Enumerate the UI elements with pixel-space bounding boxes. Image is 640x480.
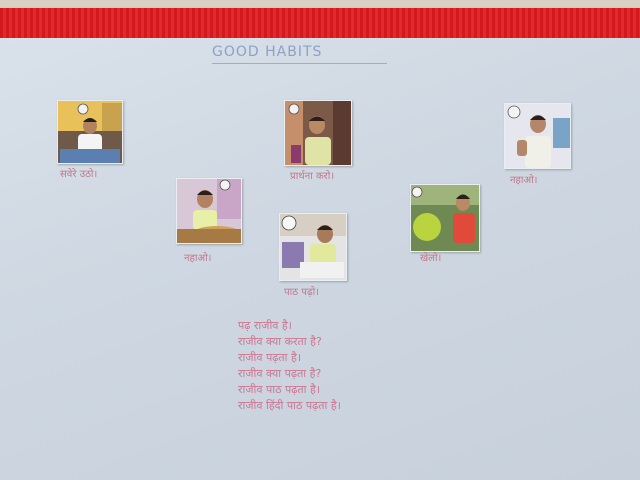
caption-bathe-right: नहाओ। (510, 175, 538, 186)
caption-wake-up: सवेरे उठो। (60, 169, 98, 180)
photo-pray (284, 100, 352, 166)
caption-study: पाठ पढ़ो। (284, 287, 319, 298)
photo-bathe-image (505, 104, 570, 168)
photo-pray-image (285, 101, 351, 165)
poem-line: पढ़ राजीव है। (238, 319, 292, 332)
photo-bathe (504, 103, 571, 169)
title-underline (212, 63, 387, 64)
caption-play: खेलो। (420, 253, 442, 264)
chart-title: GOOD HABITS (212, 44, 323, 60)
poem-line: राजीव हिंदी पाठ पढ़ता है। (238, 399, 341, 412)
poem-line: राजीव पाठ पढ़ता है। (238, 383, 321, 396)
poem-line: राजीव क्या करता है? (238, 335, 322, 348)
poem-line: राजीव क्या पढ़ता है? (238, 367, 322, 380)
photo-study (279, 213, 347, 281)
caption-eat: नहाओ। (184, 253, 212, 264)
photo-play-image (411, 185, 479, 251)
photo-wake-up-image (58, 101, 122, 163)
photo-eat (176, 178, 242, 244)
poem-line: राजीव पढ़ता है। (238, 351, 302, 364)
photo-play (410, 184, 480, 252)
photo-wake-up (57, 100, 123, 164)
red-ribbon-border (0, 8, 640, 40)
photo-study-image (280, 214, 346, 280)
photo-eat-image (177, 179, 241, 243)
caption-pray: प्रार्थना करो। (290, 171, 335, 182)
